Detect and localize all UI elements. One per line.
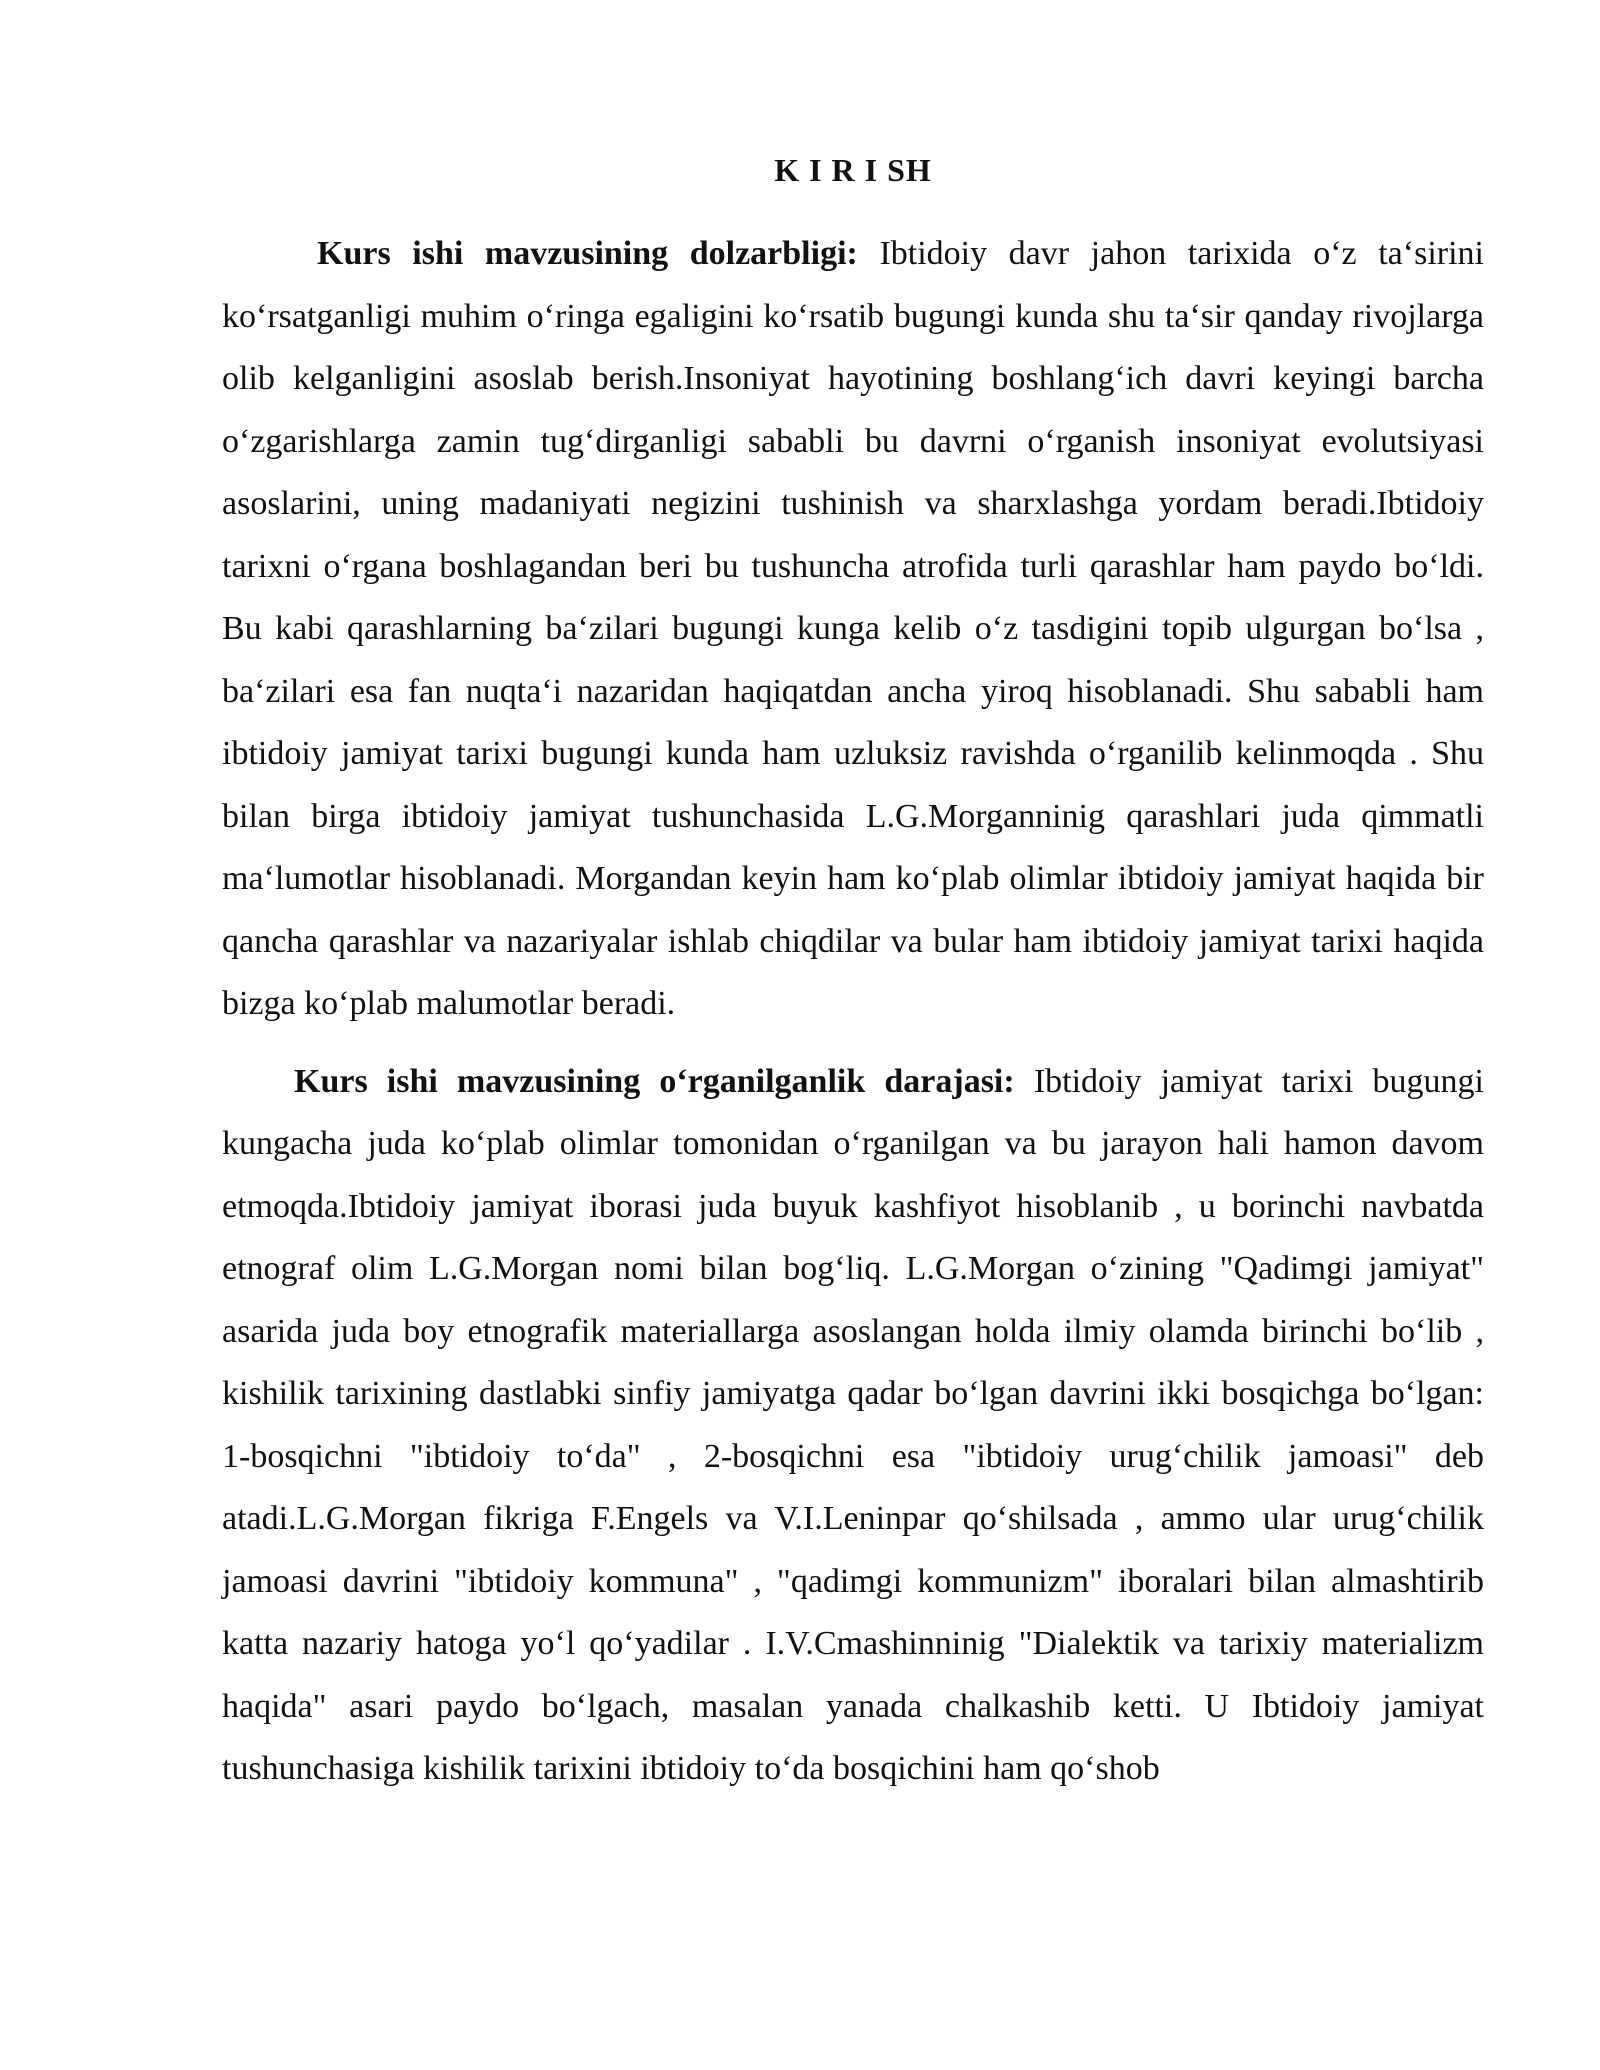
paragraph-text-study-level: Ibtidoiy jamiyat tarixi bugungi kungacha juda ko‘plab olimlar tomonidan o‘rganilgan va bu jarayon hali hamon davom etmoqda.Ibtidoiy jamiyat iborasi juda buyuk kashfiyot hisoblanib , u borinchi navbatda etnograf olim L.G.Morgan nomi bilan bog‘liq. L.G.Morgan o‘zining "Qadimgi jamiyat" asarida juda boy etnografik materiallarga asoslangan holda ilmiy olamda birinchi bo‘lib , kishilik tarixining dastlabki sinfiy jamiyatga qadar bo‘lgan davrini ikki bosqichga bo‘lgan: 1-bosqichni "ibtidoiy to‘da" , 2-bosqichni esa "ibtidoiy urug‘chilik jamoasi" deb atadi.L.G.Morgan fikriga F.Engels va V.I.Leninpar qo‘shilsada , ammo ular urug‘chilik jamoasi davrini "ibtidoiy kommuna" , "qadimgi kommunizm" iboralari bilan almashtirib katta nazariy hatoga yo‘l qo‘yadilar . I.V.Cmashinninig "Dialektik va tarixiy materializm haqida" asari paydo bo‘lgach, masalan yanada chalkashib ketti. U Ibtidoiy jamiyat tushunchasiga kishilik tarixini ibtidoiy to‘da bosqichini ham qo‘shob — [222, 1062, 1485, 1787]
document-body — [222, 150, 1484, 1801]
paragraph-study-level — [222, 1051, 1484, 1801]
paragraph-lead-study-level: Kurs ishi mavzusining o‘rganilganlik darajasi: — [294, 1062, 1015, 1100]
paragraph-text-relevance: Ibtidoiy davr jahon tarixida o‘z ta‘sirini ko‘rsatganligi muhim o‘ringa egaligini ko‘rsatib bugungi kunda shu ta‘sir qanday rivojlarga olib kelganligini asoslab berish.Insoniyat hayotining boshlang‘ich davri keyingi barcha o‘zgarishlarga zamin tug‘dirganligi sababli bu davrni o‘rganish insoniyat evolutsiyasi asoslarini, uning madaniyati negizini tushinish va sharxlashga yordam beradi.Ibtidoiy tarixni o‘rgana boshlagandan beri bu tushuncha atrofida turli qarashlar ham paydo bo‘ldi. Bu kabi qarashlarning ba‘zilari bugungi kunga kelib o‘z tasdigini topib ulgurgan bo‘lsa , ba‘zilari esa fan nuqta‘i nazaridan haqiqatdan ancha yiroq hisoblanadi. Shu sababli ham ibtidoiy jamiyat tarixi bugungi kunda ham uzluksiz ravishda o‘rganilib kelinmoqda . Shu bilan birga ibtidoiy jamiyat tushunchasida L.G.Morganninig qarashlari juda qimmatli ma‘lumotlar hisoblanadi. Morgandan keyin ham ko‘plab olimlar ibtidoiy jamiyat haqida bir qancha qarashlar va nazariyalar ishlab chiqdilar va bular ham ibtidoiy jamiyat tarixi haqida bizga ko‘plab malumotlar beradi. — [222, 235, 1484, 1022]
section-heading: K I R I SH — [774, 152, 932, 188]
paragraph-relevance — [222, 223, 1484, 1036]
paragraph-lead-relevance: Kurs ishi mavzusining dolzarbligi: — [317, 235, 858, 272]
